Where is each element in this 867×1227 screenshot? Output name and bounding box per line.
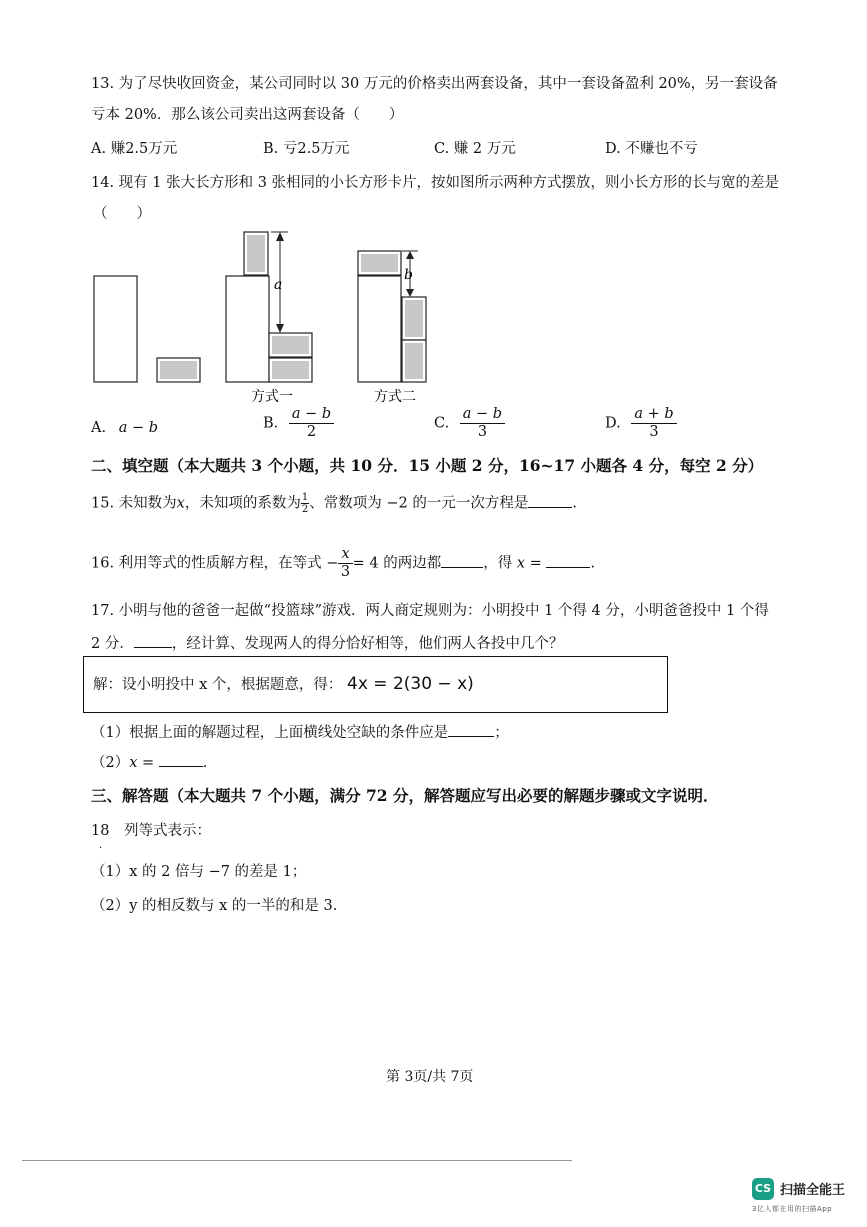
label-b: b — [404, 267, 413, 283]
fraction-denominator: 3 — [340, 564, 351, 580]
caption-method1: 方式一 — [251, 389, 293, 405]
method2-horizontal-small-fill — [361, 254, 398, 272]
q18-sub2: （2）y 的相反数与 x 的一半的和是 3. — [91, 898, 338, 914]
q17-sub2-equals: = — [142, 755, 155, 771]
camscanner-name: 扫描全能王 — [780, 1183, 846, 1198]
q15-fraction — [301, 492, 309, 515]
q16-answer-blank[interactable] — [546, 553, 590, 568]
q17-line2 — [91, 633, 563, 654]
q18-title: 18 列等式表示： — [91, 823, 211, 839]
option-letter: C. — [434, 415, 450, 432]
dimension-a-arrow-up — [276, 232, 284, 241]
option-letter: A. — [91, 420, 107, 436]
fraction-numerator: a − b — [460, 406, 505, 424]
q15-text-mid: ，未知项的系数为 — [184, 495, 301, 512]
option-letter: B. — [263, 141, 279, 157]
dimension-b-arrow-down — [406, 289, 414, 297]
q16-text-mid2: ，得 — [483, 555, 513, 572]
camscanner-tagline: 3亿人都在用的扫描App — [752, 1205, 833, 1213]
q16-variable: x — [516, 555, 526, 572]
q14-option-b — [263, 406, 334, 441]
method1-large-rectangle — [226, 276, 269, 382]
q14-option-c — [434, 406, 505, 441]
fraction-denominator: 2 — [301, 504, 309, 515]
q16-operation-blank[interactable] — [441, 553, 483, 568]
q17-solution-text: 解：设小明投中 x 个，根据题意，得： — [93, 677, 343, 693]
q16-equals: = — [529, 555, 542, 572]
method1-vertical-small-fill — [247, 235, 265, 272]
option-letter: B. — [263, 415, 279, 432]
q17-sub1-blank[interactable] — [448, 722, 494, 737]
q18-dot: ． — [99, 840, 109, 851]
q15-end: . — [572, 495, 577, 512]
label-a: a — [274, 277, 283, 293]
q18-sub1: （1）x 的 2 倍与 −7 的差是 1； — [91, 864, 307, 880]
q16-end: . — [590, 555, 595, 572]
option-letter: D. — [605, 141, 621, 157]
q17-sub2-blank[interactable] — [159, 752, 203, 767]
q17-sub1 — [91, 722, 509, 743]
option-text: 赚2.5万元 — [110, 141, 178, 157]
option-letter: A. — [91, 141, 107, 157]
q14-option-d — [605, 406, 677, 441]
section2-title: 二、填空题（本大题共 3 个小题，共 10 分．15 小题 2 分，16~17 小题各 4 分，每空 2 分） — [91, 456, 764, 475]
fraction-numerator: a + b — [631, 406, 676, 424]
dimension-b-arrow-up — [406, 251, 414, 259]
dimension-a-arrow-down — [276, 324, 284, 333]
q14-figure — [0, 0, 867, 420]
option-fraction — [289, 406, 334, 441]
q17-condition-blank[interactable] — [134, 633, 172, 648]
option-letter: C. — [434, 141, 450, 157]
q17-sub2 — [91, 752, 207, 773]
fraction-numerator: 1 — [301, 492, 309, 503]
q13-line1: 13. 为了尽快收回资金，某公司同时以 30 万元的价格卖出两套设备，其中一套设备盈利 20%，另一套设备 — [91, 76, 778, 92]
q17-solution-equation: 4x = 2(30 − x) — [347, 674, 474, 694]
q14-line1: 14. 现有 1 张大长方形和 3 张相同的小长方形卡片，按如图所示两种方式摆放，则小长方形的长与宽的差是 — [91, 175, 780, 191]
fraction-denominator: 3 — [649, 424, 659, 440]
fraction-denominator: 2 — [306, 424, 317, 440]
q14-line2: （ ） — [93, 206, 151, 222]
q15-line — [91, 492, 577, 515]
q16-line — [91, 546, 595, 581]
page-number: 第 3页/共 7页 — [386, 1069, 474, 1085]
fraction-denominator: 3 — [477, 424, 488, 440]
option-text: 赚 2 万元 — [453, 141, 516, 157]
q17-sub2-text: （2） — [91, 755, 130, 771]
q16-text-mid: = 4 的两边都 — [352, 555, 442, 572]
caption-method2: 方式二 — [374, 389, 416, 405]
q17-line1: 17. 小明与他的爸爸一起做“投篮球”游戏．两人商定规则为：小明投中 1 个得 4 分，小明爸爸投中 1 个得 — [91, 603, 769, 619]
q15-answer-blank[interactable] — [528, 493, 572, 508]
bottom-divider — [22, 1160, 572, 1161]
fraction-numerator: x — [338, 546, 352, 564]
option-fraction — [631, 406, 676, 441]
large-rectangle — [94, 276, 137, 382]
q15-text-before: 15. 未知数为 — [91, 495, 177, 512]
option-expression: a − b — [118, 420, 158, 436]
option-text: 亏2.5万元 — [282, 141, 350, 157]
q17-sub2-end: . — [202, 755, 208, 771]
option-text: 不赚也不亏 — [625, 141, 698, 157]
option-fraction — [460, 406, 505, 441]
small-rectangle-fill — [160, 361, 197, 379]
method2-vertical-small-fill-bottom — [405, 343, 423, 379]
q15-variable: x — [176, 495, 185, 512]
q17-sub1-end: ； — [494, 725, 509, 741]
q17-text-after: ，经计算、发现两人的得分恰好相等，他们两人各投中几个？ — [171, 636, 564, 652]
q17-sub1-text: （1）根据上面的解题过程，上面横线处空缺的条件应是 — [91, 725, 449, 741]
option-letter: D. — [605, 415, 621, 432]
camscanner-logo-icon: CS — [752, 1178, 774, 1200]
q15-text-after: 、常数项为 −2 的一元一次方程是 — [309, 495, 529, 512]
q16-fraction — [338, 546, 352, 581]
method1-small-fill-bottom — [272, 361, 309, 379]
q17-sub2-variable: x — [129, 755, 138, 771]
section3-title: 三、解答题（本大题共 7 个小题，满分 72 分，解答题应写出必要的解题步骤或文字说明． — [91, 786, 719, 805]
q16-text-before: 16. 利用等式的性质解方程，在等式 − — [91, 555, 339, 572]
fraction-numerator: a − b — [289, 406, 334, 424]
method2-vertical-small-fill-top — [405, 300, 423, 337]
q17-text-before: 2 分． — [91, 636, 134, 652]
method2-large-rectangle — [358, 276, 401, 382]
method1-small-fill-top — [272, 336, 309, 354]
q13-line2: 亏本 20%．那么该公司卖出这两套设备（ ） — [91, 107, 404, 123]
q14-option-a — [91, 418, 158, 438]
q17-solution — [93, 674, 474, 695]
